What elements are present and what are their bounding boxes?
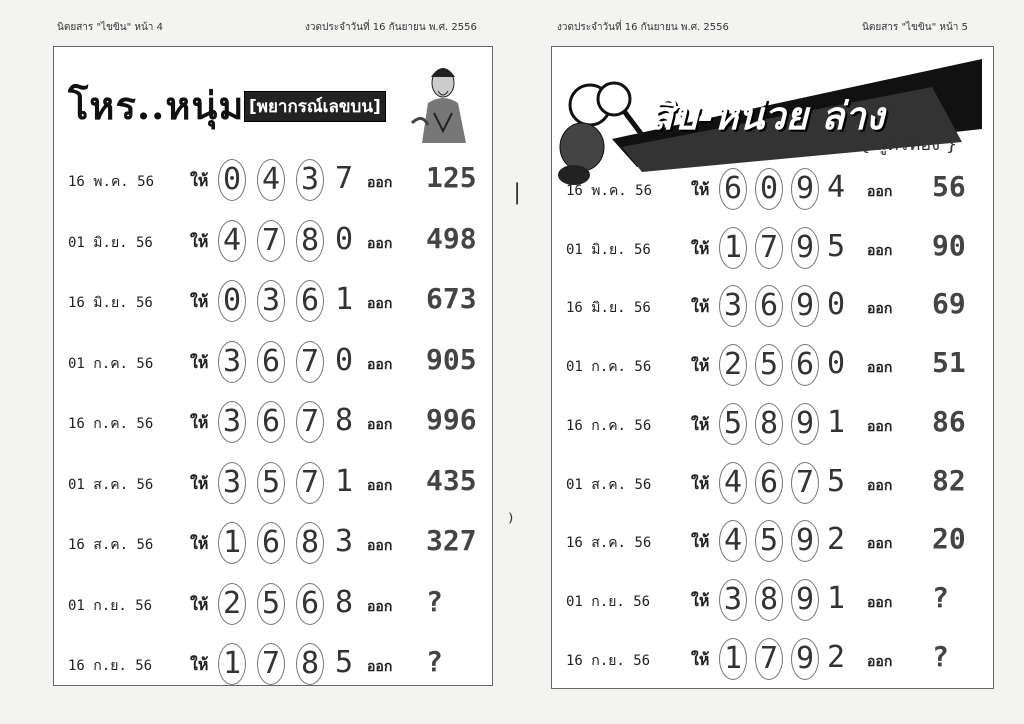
result-label: ออก xyxy=(867,653,893,670)
circled-digit: 9 xyxy=(791,227,819,269)
draw-result: 90 xyxy=(932,228,966,262)
result-label: ออก xyxy=(867,594,893,611)
give-label: ให้ xyxy=(190,352,209,372)
draw-date: 16 ก.ค. 56 xyxy=(68,416,154,432)
circled-digit: 9 xyxy=(791,403,819,445)
give-label: ให้ xyxy=(691,532,710,552)
draw-date: 16 พ.ค. 56 xyxy=(68,174,155,190)
result-label: ออก xyxy=(867,360,893,377)
circled-digit: 4 xyxy=(257,159,285,201)
circled-digit: 7 xyxy=(791,462,819,504)
prediction-row xyxy=(552,399,993,449)
draw-date: 16 มิ.ย. 56 xyxy=(566,300,651,317)
result-label: ออก xyxy=(367,235,393,252)
circled-digit: 7 xyxy=(296,462,324,504)
draw-date: 16 มิ.ย. 56 xyxy=(68,295,153,311)
predicted-digit: 5 xyxy=(335,645,354,680)
predicted-digit: 0 xyxy=(827,346,846,382)
draw-date: 16 ก.ย. 56 xyxy=(566,652,651,669)
left-page xyxy=(53,46,493,686)
circled-digit: 0 xyxy=(755,168,783,210)
prediction-row xyxy=(54,155,492,205)
draw-date: 01 ก.ย. 56 xyxy=(68,597,153,614)
give-label: ให้ xyxy=(691,180,710,199)
result-label: ออก xyxy=(367,417,393,433)
predicted-digit: 5 xyxy=(827,463,846,499)
circled-digit: 0 xyxy=(218,280,246,322)
fortune-teller-portrait-illustration xyxy=(402,53,484,143)
circled-digit: 4 xyxy=(719,462,747,504)
give-label: ให้ xyxy=(691,590,710,610)
give-label: ให้ xyxy=(190,231,209,251)
circled-digit: 9 xyxy=(791,520,819,562)
prediction-row xyxy=(552,575,993,625)
circled-digit: 5 xyxy=(257,462,285,504)
circled-digit: 1 xyxy=(218,643,246,685)
predicted-digit: 1 xyxy=(335,282,354,317)
circled-digit: 1 xyxy=(218,522,246,564)
predicted-digit: 2 xyxy=(827,639,846,675)
circled-digit: 5 xyxy=(719,403,747,445)
draw-result: ? xyxy=(932,580,949,614)
draw-result: 69 xyxy=(932,287,966,321)
draw-date: 16 ก.ย. 56 xyxy=(68,658,153,674)
circled-digit: 5 xyxy=(257,583,285,625)
give-label: ให้ xyxy=(691,297,710,317)
result-label: ออก xyxy=(867,418,893,435)
prediction-row xyxy=(54,579,492,629)
draw-result: 51 xyxy=(932,346,966,380)
left-header-date: งวดประจำวันที่ 16 กันยายน พ.ศ. 2556 xyxy=(305,22,477,33)
circled-digit: 3 xyxy=(719,579,747,621)
circled-digit: 1 xyxy=(719,638,747,680)
draw-date: 01 ส.ค. 56 xyxy=(566,476,652,493)
draw-result: 125 xyxy=(426,161,477,194)
circled-digit: 3 xyxy=(218,341,246,383)
prediction-row xyxy=(552,164,993,214)
right-subtitle: { สูตรทอง } xyxy=(859,134,958,155)
give-label: ให้ xyxy=(691,414,710,434)
predicted-digit: 4 xyxy=(827,170,846,205)
result-label: ออก xyxy=(367,175,393,191)
predicted-digit: 8 xyxy=(335,403,354,438)
circled-digit: 3 xyxy=(257,280,285,322)
prediction-row xyxy=(552,458,993,508)
circled-digit: 2 xyxy=(218,583,246,625)
circled-digit: 8 xyxy=(296,220,324,262)
circled-digit: 6 xyxy=(791,344,819,386)
give-label: ให้ xyxy=(691,473,710,493)
circled-digit: 9 xyxy=(791,638,819,680)
circled-digit: 7 xyxy=(257,643,285,685)
circled-digit: 8 xyxy=(296,643,324,685)
predicted-digit: 7 xyxy=(335,161,354,196)
give-label: ให้ xyxy=(190,534,209,553)
circled-digit: 4 xyxy=(218,220,246,262)
predicted-digit: 1 xyxy=(827,580,846,616)
draw-result: ? xyxy=(426,645,443,678)
result-label: ออก xyxy=(867,242,893,259)
draw-date: 01 ก.ค. 56 xyxy=(566,359,652,376)
result-label: ออก xyxy=(367,538,393,554)
predicted-digit: 0 xyxy=(335,342,354,378)
circled-digit: 7 xyxy=(755,227,783,269)
circled-digit: 6 xyxy=(257,341,285,383)
result-label: ออก xyxy=(867,477,893,494)
circled-digit: 5 xyxy=(755,344,783,386)
draw-result: 498 xyxy=(426,221,477,255)
draw-result: 56 xyxy=(932,170,966,203)
circled-digit: 0 xyxy=(218,159,246,201)
give-label: ให้ xyxy=(190,655,209,674)
circled-digit: 3 xyxy=(218,462,246,504)
right-page xyxy=(551,46,994,689)
draw-result: 327 xyxy=(426,524,477,557)
draw-date: 01 ส.ค. 56 xyxy=(68,476,154,493)
result-label: ออก xyxy=(867,301,893,318)
prediction-row xyxy=(54,639,492,689)
circled-digit: 6 xyxy=(296,583,324,625)
prediction-row xyxy=(552,281,993,331)
result-label: ออก xyxy=(867,184,893,200)
prediction-row xyxy=(54,518,492,568)
result-label: ออก xyxy=(867,536,893,553)
predicted-digit: 0 xyxy=(335,221,354,257)
circled-digit: 7 xyxy=(755,638,783,680)
draw-date: 16 ส.ค. 56 xyxy=(566,535,652,552)
prediction-row xyxy=(54,276,492,326)
circled-digit: 9 xyxy=(791,168,819,210)
give-label: ให้ xyxy=(190,473,209,493)
circled-digit: 8 xyxy=(755,403,783,445)
give-label: ให้ xyxy=(190,594,209,614)
circled-digit: 3 xyxy=(719,285,747,327)
circled-digit: 6 xyxy=(257,401,285,443)
circled-digit: 6 xyxy=(755,462,783,504)
draw-result: 86 xyxy=(932,404,966,438)
predicted-digit: 8 xyxy=(335,584,354,620)
prediction-row xyxy=(54,458,492,508)
circled-digit: 8 xyxy=(755,579,783,621)
circled-digit: 6 xyxy=(296,280,324,322)
circled-digit: 7 xyxy=(257,220,285,262)
give-label: ให้ xyxy=(691,238,710,258)
circled-digit: 3 xyxy=(296,159,324,201)
left-title: โหร..หนุ่ม xyxy=(68,83,245,128)
gutter-mark: ⁾ xyxy=(508,510,514,535)
result-label: ออก xyxy=(367,356,393,373)
give-label: ให้ xyxy=(691,649,710,669)
left-subtitle: [พยากรณ์เลขบน] xyxy=(244,91,386,122)
prediction-row xyxy=(54,337,492,387)
right-header-date: งวดประจำวันที่ 16 กันยายน พ.ศ. 2556 xyxy=(557,22,729,33)
draw-result: 905 xyxy=(426,342,477,376)
draw-result: 435 xyxy=(426,463,477,497)
right-header-magazine: นิตยสาร "ไขขิน" หน้า 5 xyxy=(862,22,968,33)
predicted-digit: 2 xyxy=(827,522,846,558)
give-label: ให้ xyxy=(190,171,209,190)
circled-digit: 7 xyxy=(296,341,324,383)
result-label: ออก xyxy=(367,659,393,675)
draw-date: 01 มิ.ย. 56 xyxy=(566,241,651,258)
draw-date: 01 มิ.ย. 56 xyxy=(68,234,153,251)
circled-digit: 6 xyxy=(755,285,783,327)
result-label: ออก xyxy=(367,296,393,312)
give-label: ให้ xyxy=(190,413,209,432)
prediction-row xyxy=(552,516,993,566)
prediction-row xyxy=(552,340,993,390)
predicted-digit: 0 xyxy=(827,287,846,323)
circled-digit: 7 xyxy=(296,401,324,443)
draw-result: 82 xyxy=(932,463,966,497)
circled-digit: 9 xyxy=(791,285,819,327)
circled-digit: 5 xyxy=(755,520,783,562)
draw-result: 20 xyxy=(932,522,966,556)
result-label: ออก xyxy=(367,477,393,494)
predicted-digit: 1 xyxy=(335,463,354,499)
draw-date: 16 ก.ค. 56 xyxy=(566,417,652,434)
circled-digit: 6 xyxy=(257,522,285,564)
circled-digit: 4 xyxy=(719,520,747,562)
draw-result: 996 xyxy=(426,403,477,436)
circled-digit: 1 xyxy=(719,227,747,269)
give-label: ให้ xyxy=(691,356,710,376)
gutter-mark: ❘ xyxy=(508,180,527,205)
give-label: ให้ xyxy=(190,292,209,311)
predicted-digit: 1 xyxy=(827,404,846,440)
circled-digit: 8 xyxy=(296,522,324,564)
left-header-magazine: นิตยสาร "ไขขิน" หน้า 4 xyxy=(57,22,163,33)
circled-digit: 2 xyxy=(719,344,747,386)
circled-digit: 9 xyxy=(791,579,819,621)
draw-date: 01 ก.ย. 56 xyxy=(566,593,651,610)
predicted-digit: 5 xyxy=(827,228,846,264)
circled-digit: 3 xyxy=(218,401,246,443)
predicted-digit: 3 xyxy=(335,524,354,559)
draw-date: 01 ก.ค. 56 xyxy=(68,355,154,372)
draw-date: 16 ส.ค. 56 xyxy=(68,537,154,553)
prediction-row xyxy=(552,223,993,273)
prediction-row xyxy=(552,634,993,684)
prediction-row xyxy=(54,216,492,266)
result-label: ออก xyxy=(367,598,393,615)
draw-result: ? xyxy=(932,639,949,673)
prediction-row xyxy=(54,397,492,447)
circled-digit: 6 xyxy=(719,168,747,210)
draw-date: 16 พ.ค. 56 xyxy=(566,183,653,199)
draw-result: ? xyxy=(426,584,443,618)
right-title: สิบ-หน่วย ล่าง xyxy=(650,93,885,138)
draw-result: 673 xyxy=(426,282,477,315)
